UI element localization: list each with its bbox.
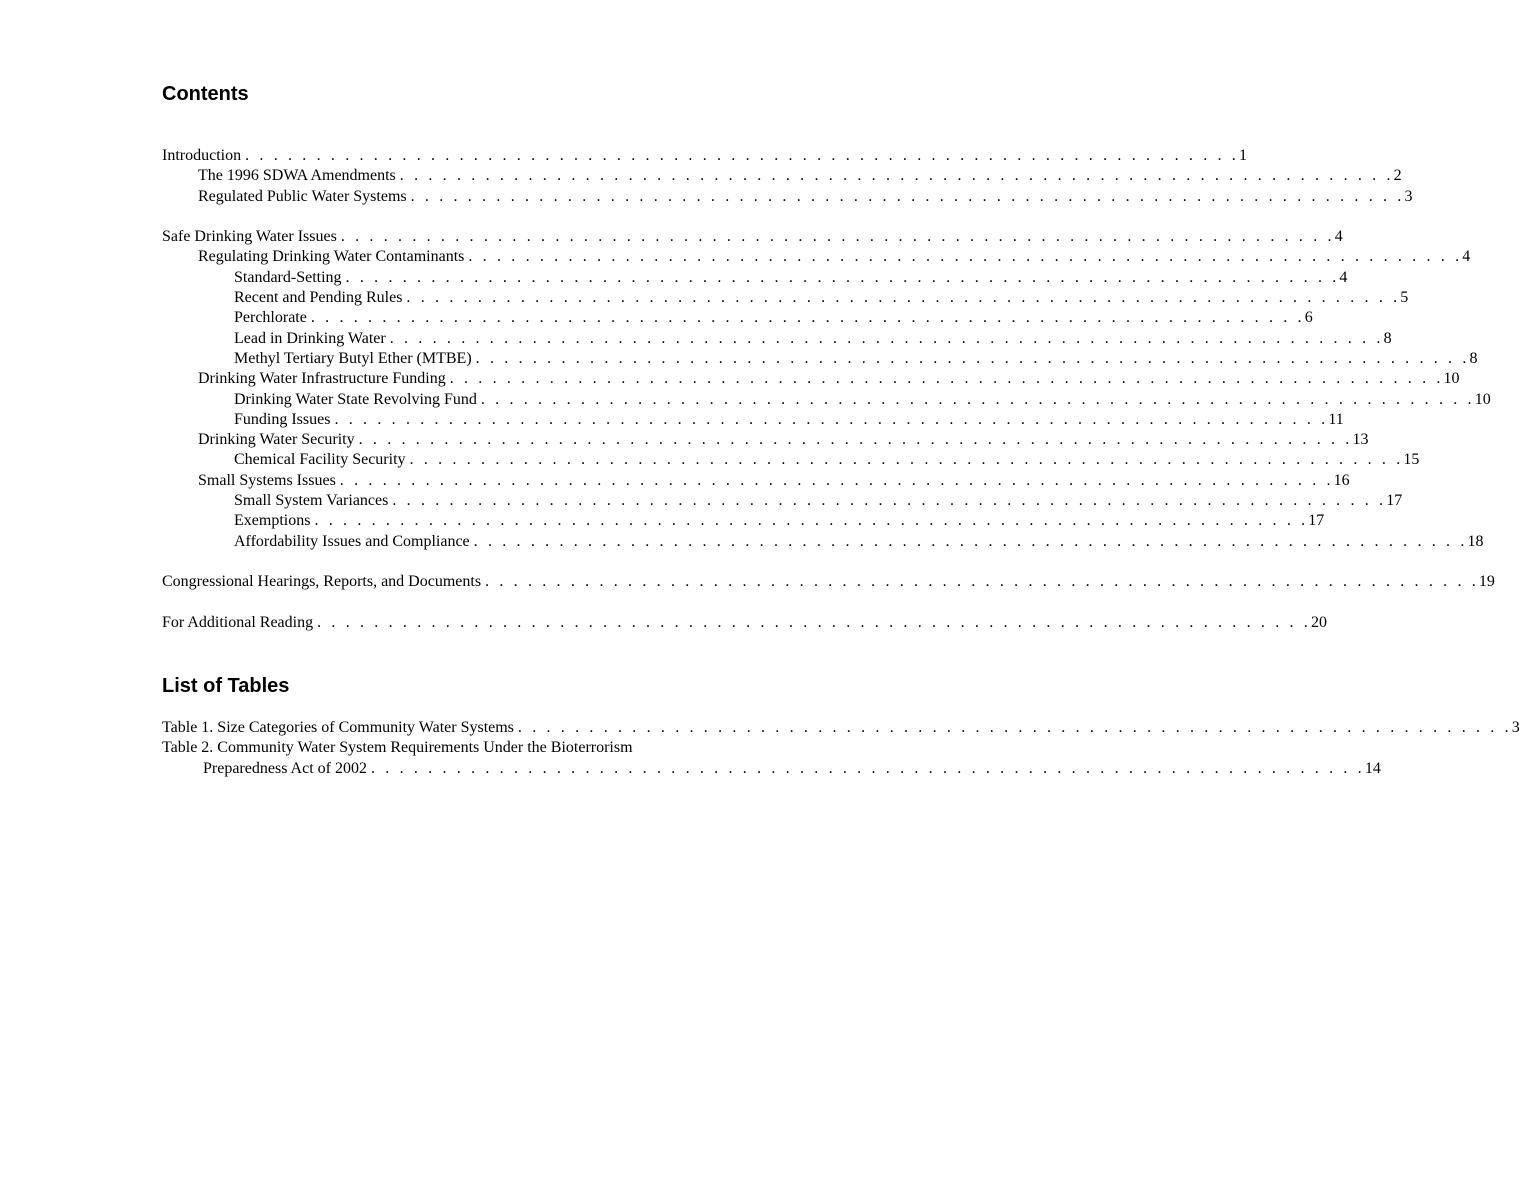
toc-entry-page: 11 xyxy=(1328,410,1344,428)
toc-entry-title: Methyl Tertiary Butyl Ether (MTBE) xyxy=(234,349,472,367)
dot-leader: . . . . . . . . . . . . . . . . . . . . . . . . . . . . . . . . . . . . . . . . . . . . . . . . . . . . . . . . . . . . . . . . . . . . . . xyxy=(392,492,1387,510)
toc-entry-chemical-facility-security[interactable] xyxy=(162,450,1420,470)
toc-entry-page: 10 xyxy=(1474,390,1491,408)
toc-entry-funding-issues[interactable] xyxy=(162,410,1344,430)
toc-entry-page: 20 xyxy=(1310,613,1327,631)
toc-entry-perchlorate[interactable] xyxy=(162,308,1313,328)
toc-entry-small-systems-issues[interactable] xyxy=(162,471,1350,491)
table-entry-title: Table 1. Size Categories of Community Water Systems xyxy=(162,719,514,736)
toc-entry-title: Affordability Issues and Compliance xyxy=(234,532,470,550)
toc-entry-regulating-contaminants[interactable] xyxy=(162,247,1471,267)
toc-entry-title: Drinking Water Security xyxy=(198,431,355,449)
table-entry-page: 14 xyxy=(1364,759,1381,777)
toc-entry-page: 10 xyxy=(1443,370,1460,388)
toc-entry-exemptions[interactable] xyxy=(162,511,1325,531)
toc-entry-drinking-water-security[interactable] xyxy=(162,430,1369,450)
dot-leader: . . . . . . . . . . . . . . . . . . . . . . . . . . . . . . . . . . . . . . . . . . . . . . . . . . . . . . . . . . . . . . . . . . . . . . xyxy=(468,248,1463,266)
table-entry-2-line1[interactable] xyxy=(162,738,758,758)
toc-entry-page: 18 xyxy=(1467,532,1484,550)
toc-entry-title: The 1996 SDWA Amendments xyxy=(198,167,396,185)
toc-entry-infrastructure-funding[interactable] xyxy=(162,369,1460,389)
toc-entry-page: 13 xyxy=(1352,431,1369,449)
toc-entry-title: Small Systems Issues xyxy=(198,471,336,489)
toc-entry-recent-pending-rules[interactable] xyxy=(162,288,1409,308)
toc-entry-title: Congressional Hearings, Reports, and Documents xyxy=(162,573,482,591)
toc-entry-page: 4 xyxy=(1462,248,1471,266)
dot-leader: . . . . . . . . . . . . . . . . . . . . . . . . . . . . . . . . . . . . . . . . . . . . . . . . . . . . . . . . . . . . . . . . . . . . . . xyxy=(473,532,1468,550)
toc-entry-mtbe[interactable] xyxy=(162,349,1478,369)
toc-entry-page: 16 xyxy=(1333,471,1350,489)
toc-entry-title: Chemical Facility Security xyxy=(234,451,406,469)
contents-list xyxy=(162,146,1495,633)
dot-leader: . . . . . . . . . . . . . . . . . . . . . . . . . . . . . . . . . . . . . . . . . . . . . . . . . . . . . . . . . . . . . . . . . . . . . . xyxy=(406,289,1401,307)
toc-entry-title: Funding Issues xyxy=(234,410,331,428)
toc-entry-title: Small System Variances xyxy=(234,492,389,510)
toc-entry-page: 6 xyxy=(1304,309,1313,327)
dot-leader: . . . . . . . . . . . . . . . . . . . . . . . . . . . . . . . . . . . . . . . . . . . . . . . . . . . . . . . . . . . . . . . . . . . . . . xyxy=(339,471,1334,489)
dot-leader: . . . . . . . . . . . . . . . . . . . . . . . . . . . . . . . . . . . . . . . . . . . . . . . . . . . . . . . . . . . . . . . . . . . . . . xyxy=(358,431,1353,449)
table-entry-title: Table 2. Community Water System Requirements Under the Bioterrorism xyxy=(162,739,633,757)
dot-leader: . . . . . . . . . . . . . . . . . . . . . . . . . . . . . . . . . . . . . . . . . . . . . . . . . . . . . . . . . . . . . . . . . . . . . . xyxy=(449,370,1444,388)
toc-entry-title: Safe Drinking Water Issues xyxy=(162,228,337,246)
toc-entry-title: For Additional Reading xyxy=(162,613,314,631)
toc-entry-lead-in-drinking-water[interactable] xyxy=(162,329,1392,349)
dot-leader: . . . . . . . . . . . . . . . . . . . . . . . . . . . . . . . . . . . . . . . . . . . . . . . . . . . . . . . . . . . . . . . . . . . . . . xyxy=(370,759,1365,777)
table-entry-title-continued: Preparedness Act of 2002 xyxy=(203,759,367,777)
dot-leader: . . . . . . . . . . . . . . . . . . . . . . . . . . . . . . . . . . . . . . . . . . . . . . . . . . . . . . . . . . . . . . . . . . . . . . xyxy=(334,410,1329,428)
table-entry-page: 3 xyxy=(1511,719,1520,736)
toc-entry-regulated-public-water-systems[interactable] xyxy=(162,187,1413,207)
toc-entry-page: 15 xyxy=(1403,451,1420,469)
dot-leader: . . . . . . . . . . . . . . . . . . . . . . . . . . . . . . . . . . . . . . . . . . . . . . . . . . . . . . . . . . . . . . . . . . . . . . xyxy=(485,573,1479,591)
toc-entry-page: 2 xyxy=(1393,167,1402,185)
toc-entry-title: Perchlorate xyxy=(234,309,307,327)
dot-leader: . . . . . . . . . . . . . . . . . . . . . . . . . . . . . . . . . . . . . . . . . . . . . . . . . . . . . . . . . . . . . . . . . . . . . . xyxy=(389,329,1384,347)
toc-entry-title: Regulating Drinking Water Contaminants xyxy=(198,248,465,266)
toc-entry-title: Exemptions xyxy=(234,512,311,530)
toc-entry-small-system-variances[interactable] xyxy=(162,491,1403,511)
toc-entry-page: 4 xyxy=(1334,228,1343,246)
toc-entry-title: Introduction xyxy=(162,147,242,164)
dot-leader: . . . . . . . . . . . . . . . . . . . . . . . . . . . . . . . . . . . . . . . . . . . . . . . . . . . . . . . . . . . . . . . . . . . . . . xyxy=(317,613,1311,631)
toc-entry-1996-sdwa-amendments[interactable] xyxy=(162,166,1402,186)
toc-entry-page: 17 xyxy=(1308,512,1325,530)
dot-leader: . . . . . . . . . . . . . . . . . . . . . . . . . . . . . . . . . . . . . . . . . . . . . . . . . . . . . . . . . . . . . . . . . . . . . . xyxy=(340,228,1335,246)
toc-entry-congressional-hearings[interactable] xyxy=(162,572,1495,592)
table-entry-1[interactable] xyxy=(162,718,1520,738)
toc-entry-title: Recent and Pending Rules xyxy=(234,289,403,307)
toc-entry-title: Standard-Setting xyxy=(234,268,342,286)
dot-leader: . . . . . . . . . . . . . . . . . . . . . . . . . . . . . . . . . . . . . . . . . . . . . . . . . . . . . . . . . . . . . . . . . . . . . . xyxy=(399,167,1394,185)
toc-entry-safe-drinking-water-issues[interactable] xyxy=(162,227,1343,247)
dot-leader: . . . . . . . . . . . . . . . . . . . . . . . . . . . . . . . . . . . . . . . . . . . . . . . . . . . . . . . . . . . . . . . . . . . . . . xyxy=(517,719,1512,736)
toc-entry-page: 3 xyxy=(1404,187,1413,205)
toc-entry-page: 4 xyxy=(1339,268,1348,286)
contents-heading: Contents xyxy=(162,83,249,105)
dot-leader: . . . . . . . . . . . . . . . . . . . . . . . . . . . . . . . . . . . . . . . . . . . . . . . . . . . . . . . . . . . . . . . . . . . . . . xyxy=(345,268,1340,286)
dot-leader: . . . . . . . . . . . . . . . . . . . . . . . . . . . . . . . . . . . . . . . . . . . . . . . . . . . . . . . . . . . . . . . . . . . . . . xyxy=(409,451,1404,469)
toc-entry-additional-reading[interactable] xyxy=(162,613,1327,633)
toc-entry-affordability-compliance[interactable] xyxy=(162,532,1484,552)
toc-entry-page: 8 xyxy=(1469,349,1478,367)
toc-entry-page: 8 xyxy=(1383,329,1392,347)
toc-entry-title: Regulated Public Water Systems xyxy=(198,187,407,205)
toc-entry-page: 1 xyxy=(1238,147,1247,164)
list-of-tables-heading: List of Tables xyxy=(162,675,290,697)
dot-leader: . . . . . . . . . . . . . . . . . . . . . . . . . . . . . . . . . . . . . . . . . . . . . . . . . . . . . . . . . . . . . . . . . . . . . . xyxy=(310,309,1305,327)
dot-leader: . . . . . . . . . . . . . . . . . . . . . . . . . . . . . . . . . . . . . . . . . . . . . . . . . . . . . . . . . . . . . . . . . . . . . . xyxy=(480,390,1475,408)
toc-entry-title: Drinking Water State Revolving Fund xyxy=(234,390,477,408)
dot-leader: . . . . . . . . . . . . . . . . . . . . . . . . . . . . . . . . . . . . . . . . . . . . . . . . . . . . . . . . . . . . . . . . . . . . . . xyxy=(475,349,1470,367)
dot-leader: . . . . . . . . . . . . . . . . . . . . . . . . . . . . . . . . . . . . . . . . . . . . . . . . . . . . . . . . . . . . . . . . . . . . . . xyxy=(410,187,1405,205)
toc-entry-title: Drinking Water Infrastructure Funding xyxy=(198,370,446,388)
dot-leader: . . . . . . . . . . . . . . . . . . . . . . . . . . . . . . . . . . . . . . . . . . . . . . . . . . . . . . . . . . . . . . . . . . . . . . xyxy=(314,512,1309,530)
toc-entry-page: 5 xyxy=(1400,289,1409,307)
toc-entry-page: 17 xyxy=(1386,492,1403,510)
dot-leader: . . . . . . . . . . . . . . . . . . . . . . . . . . . . . . . . . . . . . . . . . . . . . . . . . . . . . . . . . . . . . . . . . . . . . . xyxy=(245,147,1239,164)
table-entry-2-line2[interactable] xyxy=(162,759,1381,779)
toc-entry-state-revolving-fund[interactable] xyxy=(162,390,1491,410)
toc-entry-standard-setting[interactable] xyxy=(162,268,1348,288)
toc-entry-introduction[interactable] xyxy=(162,146,1247,166)
tables-list xyxy=(162,718,1520,779)
toc-entry-title: Lead in Drinking Water xyxy=(234,329,386,347)
toc-entry-page: 19 xyxy=(1478,573,1495,591)
